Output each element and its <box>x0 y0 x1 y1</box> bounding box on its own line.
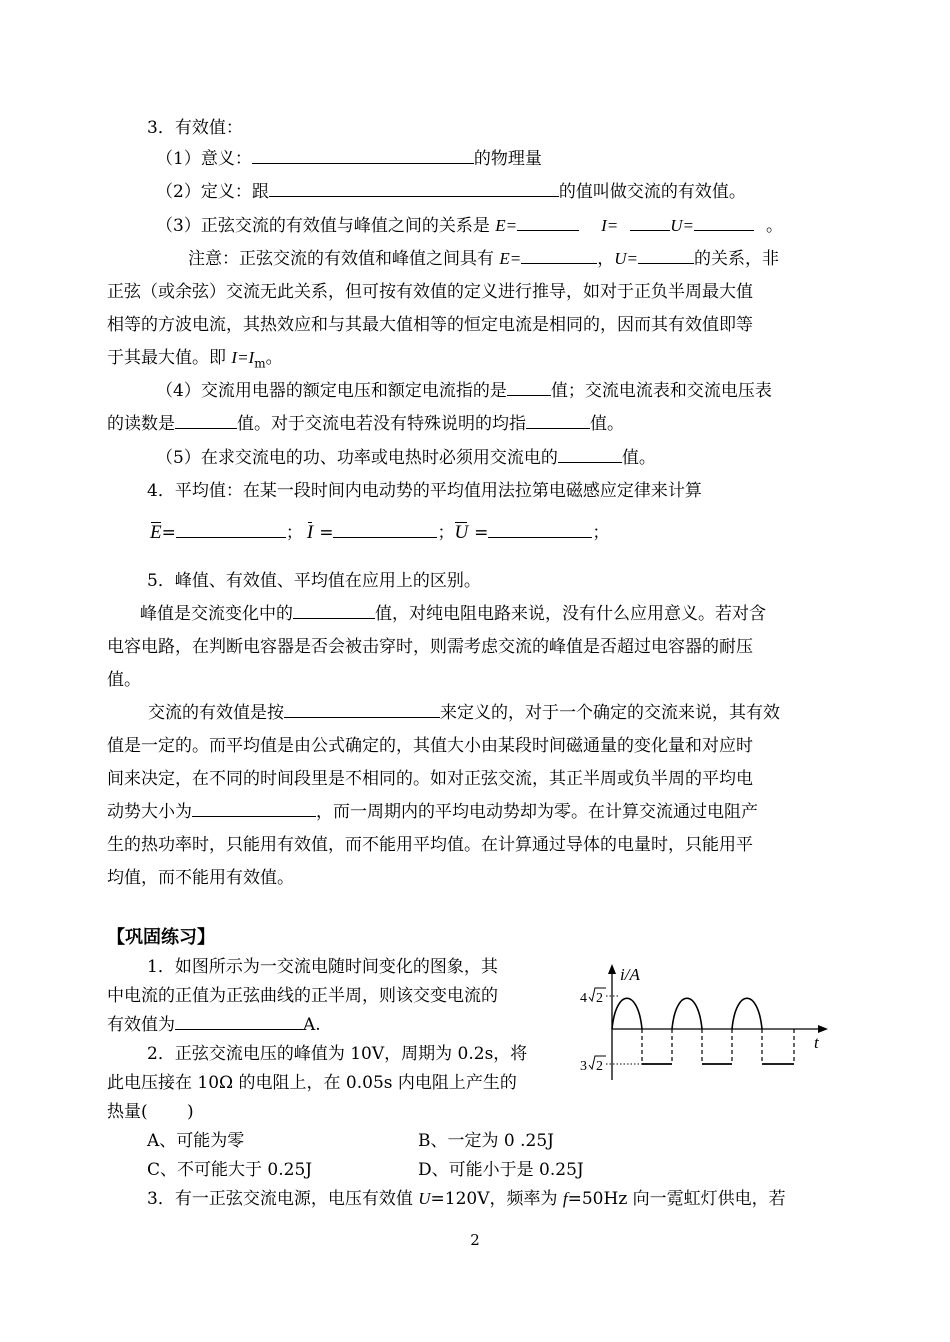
section3-meaning <box>156 148 542 170</box>
note-U: U= <box>614 249 639 268</box>
avg-U-symbol: U <box>454 520 468 546</box>
meaning-label: （1）意义： <box>156 149 252 169</box>
section5-p1-line3: 值。 <box>107 670 141 690</box>
section3-note-line1 <box>188 248 779 270</box>
avg-I-symbol: I <box>307 520 313 546</box>
section4-title: 4．平均值：在某一段时间内电动势的平均值用法拉第电磁感应定律来计算 <box>147 481 702 501</box>
negative-value-label <box>580 1056 606 1074</box>
relation-I: I= <box>601 216 619 235</box>
y-axis-label: i/A <box>620 965 640 984</box>
p2-line4-text-b: ，而一周期内的平均电动势却为零。在计算交流通过电阻产 <box>316 802 758 822</box>
section5-p2-line3: 间来决定，在不同的时间段里是不相同的。如对正弦交流，其正半周或负半周的平均电 <box>107 769 753 789</box>
section5-p2-line2: 值是一定的。而平均值是由公式确定的，其值大小由某段时间磁通量的变化量和对应时 <box>107 736 753 756</box>
q1-answer-blank <box>175 1014 303 1030</box>
note-line4-subscript: m <box>254 356 266 371</box>
q2-line1: 2．正弦交流电压的峰值为 10V，周期为 0.2s，将 <box>147 1044 528 1064</box>
page-number: 2 <box>470 1231 480 1249</box>
q1-answer-unit: A. <box>303 1015 321 1035</box>
p1-text-b: 值，对纯电阻电路来说，没有什么应用意义。若对含 <box>375 604 766 624</box>
meaning-blank <box>252 148 474 164</box>
item4-text-c: 的读数是 <box>107 414 175 434</box>
note-line4-text: 于其最大值。即 <box>107 348 226 368</box>
p1-text-a: 峰值是交流变化中的 <box>140 604 293 624</box>
relation-E-blank <box>517 215 579 231</box>
q3-line1 <box>147 1188 786 1210</box>
item4-blank-2 <box>175 413 237 429</box>
positive-half-wave-2 <box>672 998 702 1029</box>
avg-sep-2: ； <box>437 523 455 543</box>
section5-p2-line6: 均值，而不能用有效值。 <box>107 868 294 888</box>
avg-E-symbol: E <box>150 520 162 546</box>
q3-f: f <box>562 1189 568 1208</box>
avg-I-blank <box>333 522 437 538</box>
q1-line1: 1．如图所示为一交流电随时间变化的图象，其 <box>147 957 498 977</box>
p2-line4-text-a: 动势大小为 <box>107 802 192 822</box>
x-axis-arrow <box>818 1025 828 1033</box>
q1-line3 <box>107 1014 321 1036</box>
section5-title: 5．峰值、有效值、平均值在应用上的区别。 <box>147 571 481 591</box>
q1-line2: 中电流的正值为正弦曲线的正半周，则该交变电流的 <box>107 986 498 1006</box>
q2-option-c: C、不可能大于 0.25J <box>147 1160 313 1180</box>
definition-suffix: 的值叫做交流的有效值。 <box>558 182 746 202</box>
section3-item4-line2 <box>107 413 624 435</box>
neg-label-radicand: 2 <box>596 1059 603 1074</box>
dashed-transitions <box>642 1029 794 1064</box>
positive-half-wave-1 <box>612 998 642 1029</box>
positive-peak-label <box>580 988 606 1006</box>
note-line4-formula: I=I <box>231 348 255 367</box>
relation-label: （3）正弦交流的有效值与峰值之间的关系是 <box>156 216 490 236</box>
q1-answer-label: 有效值为 <box>107 1015 175 1035</box>
avg-U-eq: = <box>474 523 489 543</box>
section3-definition <box>156 181 746 203</box>
avg-I-eq: = <box>319 523 334 543</box>
note-suffix: 的关系，非 <box>694 249 780 269</box>
note-line4-end: 。 <box>265 348 283 368</box>
note-U-blank <box>638 248 694 264</box>
positive-half-wave-3 <box>732 998 762 1029</box>
avg-sep-3: ； <box>592 523 610 543</box>
section4-formulas <box>150 520 609 546</box>
relation-E: E= <box>495 216 518 235</box>
q3-U: U <box>418 1189 431 1208</box>
note-label: 注意：正弦交流的有效值和峰值之间具有 <box>188 249 494 269</box>
q3-text-a: 3．有一正弦交流电源，电压有效值 <box>147 1189 413 1209</box>
definition-blank <box>269 181 559 197</box>
definition-label: （2）定义：跟 <box>156 182 269 202</box>
item5-suffix: 值。 <box>621 448 656 468</box>
item4-text-e: 值。 <box>590 414 624 434</box>
avg-U-blank <box>488 522 592 538</box>
q3-text-b: =120V，频率为 <box>430 1189 558 1209</box>
q2-option-b: B、一定为 0 .25J <box>418 1131 554 1151</box>
section3-item4-line1 <box>156 380 772 402</box>
q2-line2: 此电压接在 10Ω 的电阻上，在 0.05s 内电阻上产生的 <box>107 1073 517 1093</box>
section5-p2-line4 <box>107 801 758 823</box>
relation-U-blank <box>694 215 754 231</box>
section3-title: 3．有效值： <box>147 118 243 138</box>
y-axis-arrow <box>608 964 616 974</box>
item4-text-a: （4）交流用电器的额定电压和额定电流指的是 <box>156 381 507 401</box>
q3-text-c: =50Hz 向一霓虹灯供电，若 <box>567 1189 786 1209</box>
avg-E-blank <box>176 522 286 538</box>
section3-item5 <box>156 447 656 469</box>
q2-option-d: D、可能小于是 0.25J <box>418 1160 584 1180</box>
avg-sep-1: ； <box>285 523 303 543</box>
p2-text-b: 来定义的，对于一个确定的交流来说，其有效 <box>440 703 780 723</box>
neg-label-coef: 3 <box>580 1059 587 1074</box>
section3-note-line3: 相等的方波电流，其热效应和与其最大值相等的恒定电流是相同的，因而其有效值即等 <box>107 315 753 335</box>
avg-E-eq: = <box>161 523 176 543</box>
note-E-blank <box>521 248 597 264</box>
current-time-graph <box>572 960 842 1085</box>
section3-relation <box>156 215 783 237</box>
p2-blank-1 <box>284 702 440 718</box>
meaning-suffix: 的物理量 <box>473 149 542 169</box>
item5-text: （5）在求交流电的功、功率或电热时必须用交流电的 <box>156 448 558 468</box>
section3-note-line4 <box>107 347 283 374</box>
relation-end: 。 <box>765 216 783 236</box>
item4-blank-3 <box>526 413 590 429</box>
section5-p1-line2: 电容电路，在判断电容器是否会被击穿时，则需考虑交流的峰值是否超过电容器的耐压 <box>107 637 753 657</box>
pos-label-radicand: 2 <box>596 991 603 1006</box>
p1-blank <box>293 603 375 619</box>
p2-blank-2 <box>192 801 316 817</box>
relation-U: U= <box>670 216 694 235</box>
item5-blank <box>558 447 622 463</box>
section5-p1-line1 <box>140 603 766 625</box>
section5-p2-line1 <box>148 702 780 724</box>
note-E: E= <box>499 249 522 268</box>
q2-line3: 热量( ) <box>107 1102 194 1122</box>
exercises-title: 【巩固练习】 <box>107 927 215 948</box>
section5-p2-line5: 生的热功率时，只能用有效值，而不能用平均值。在计算通过导体的电量时，只能用平 <box>107 835 753 855</box>
section3-note-line2: 正弦（或余弦）交流无此关系，但可按有效值的定义进行推导，如对于正负半周最大值 <box>107 282 753 302</box>
item4-blank-1 <box>507 380 551 396</box>
item4-text-b: 值；交流电流表和交流电压表 <box>550 381 772 401</box>
p2-text-a: 交流的有效值是按 <box>148 703 284 723</box>
item4-text-d: 值。对于交流电若没有特殊说明的均指 <box>237 414 526 434</box>
q2-option-a: A、可能为零 <box>147 1131 245 1151</box>
pos-label-coef: 4 <box>580 991 587 1006</box>
x-axis-label: t <box>814 1033 819 1052</box>
note-comma: ， <box>597 249 615 269</box>
relation-I-blank <box>630 215 670 231</box>
